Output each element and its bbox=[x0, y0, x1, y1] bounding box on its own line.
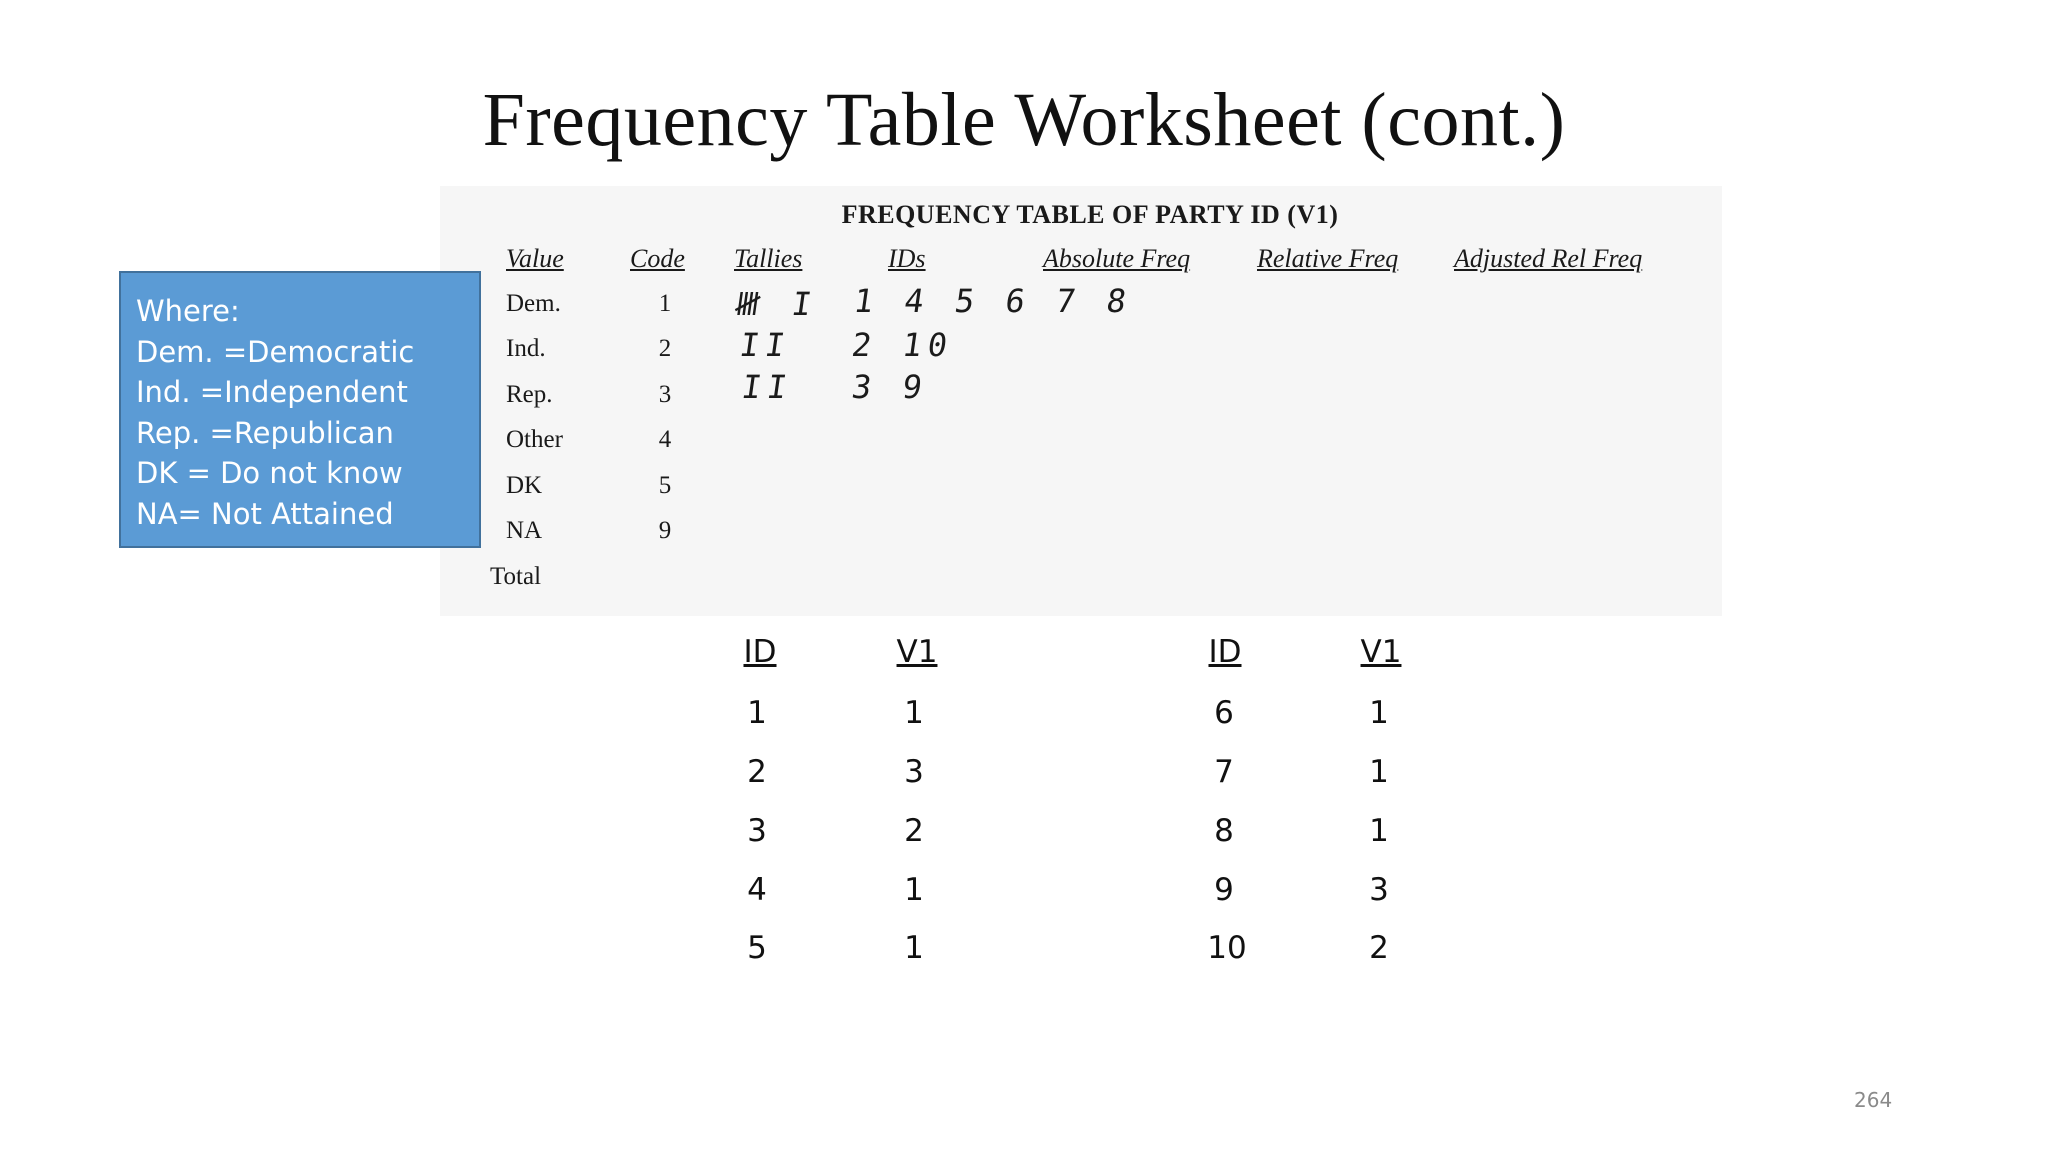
data-cell: 8 bbox=[1214, 813, 1234, 849]
row-total-label: Total bbox=[490, 563, 542, 590]
ids-rep: 3 9 bbox=[849, 368, 931, 406]
tallies-rep: II bbox=[739, 368, 796, 406]
row-code-dem: 1 bbox=[658, 290, 672, 317]
ids-ind: 2 10 bbox=[849, 326, 956, 364]
data-cell: 7 bbox=[1214, 754, 1234, 790]
tallies-dem: 𝍸 I bbox=[732, 285, 821, 323]
data-cell: 3 bbox=[1369, 872, 1389, 908]
worksheet-title: FREQUENCY TABLE OF PARTY ID (V1) bbox=[841, 200, 1339, 229]
row-value-ind: Ind. bbox=[506, 335, 546, 362]
data-cell: 10 bbox=[1207, 930, 1247, 966]
legend-line-dem: Dem. =Democratic bbox=[136, 334, 415, 369]
data-cell: 1 bbox=[904, 695, 924, 731]
row-value-rep: Rep. bbox=[506, 381, 553, 408]
data-cell: 1 bbox=[747, 695, 767, 731]
legend-line-where: Where: bbox=[136, 294, 240, 328]
data-cell: 4 bbox=[747, 872, 767, 908]
data-header-v1-left: V1 bbox=[896, 634, 938, 670]
row-code-na: 9 bbox=[658, 517, 672, 544]
header-adjusted-rel-freq: Adjusted Rel Freq bbox=[1454, 244, 1643, 273]
data-cell: 1 bbox=[1369, 754, 1389, 790]
header-value: Value bbox=[506, 244, 564, 273]
data-cell: 3 bbox=[904, 754, 924, 790]
row-value-other: Other bbox=[506, 426, 563, 453]
data-cell: 2 bbox=[747, 754, 767, 790]
row-value-na: NA bbox=[506, 517, 543, 544]
data-header-id-left: ID bbox=[743, 634, 777, 670]
legend-line-ind: Ind. =Independent bbox=[136, 375, 408, 409]
data-cell: 1 bbox=[904, 930, 924, 966]
data-cell: 2 bbox=[904, 813, 924, 849]
ids-dem: 1 4 5 6 7 8 bbox=[851, 282, 1135, 320]
row-code-other: 4 bbox=[658, 426, 672, 453]
legend-line-rep: Rep. =Republican bbox=[136, 415, 394, 450]
worksheet-scan bbox=[440, 186, 1722, 616]
legend-line-dk: DK = Do not know bbox=[136, 456, 403, 490]
data-cell: 1 bbox=[904, 872, 924, 908]
data-header-id-right: ID bbox=[1208, 634, 1242, 670]
data-cell: 1 bbox=[1369, 695, 1389, 731]
row-value-dk: DK bbox=[506, 472, 543, 499]
data-cell: 3 bbox=[747, 813, 767, 849]
header-code: Code bbox=[630, 244, 685, 273]
tallies-ind: II bbox=[737, 326, 794, 364]
data-cell: 5 bbox=[747, 930, 767, 966]
slide-title: Frequency Table Worksheet (cont.) bbox=[482, 78, 1566, 162]
row-value-dem: Dem. bbox=[506, 290, 561, 317]
data-header-v1-right: V1 bbox=[1360, 634, 1402, 670]
row-code-rep: 3 bbox=[658, 381, 672, 408]
data-cell: 1 bbox=[1369, 813, 1389, 849]
header-relative-freq: Relative Freq bbox=[1257, 244, 1399, 273]
page-number: 264 bbox=[1854, 1088, 1893, 1112]
header-tallies: Tallies bbox=[734, 244, 803, 273]
data-cell: 2 bbox=[1369, 930, 1389, 966]
row-code-ind: 2 bbox=[658, 335, 672, 362]
row-code-dk: 5 bbox=[658, 472, 672, 499]
legend-line-na: NA= Not Attained bbox=[136, 496, 394, 531]
abbreviation-legend bbox=[119, 271, 481, 548]
data-cell: 9 bbox=[1214, 872, 1234, 908]
header-absolute-freq: Absolute Freq bbox=[1043, 244, 1191, 273]
header-ids: IDs bbox=[888, 244, 926, 273]
data-cell: 6 bbox=[1214, 695, 1234, 731]
